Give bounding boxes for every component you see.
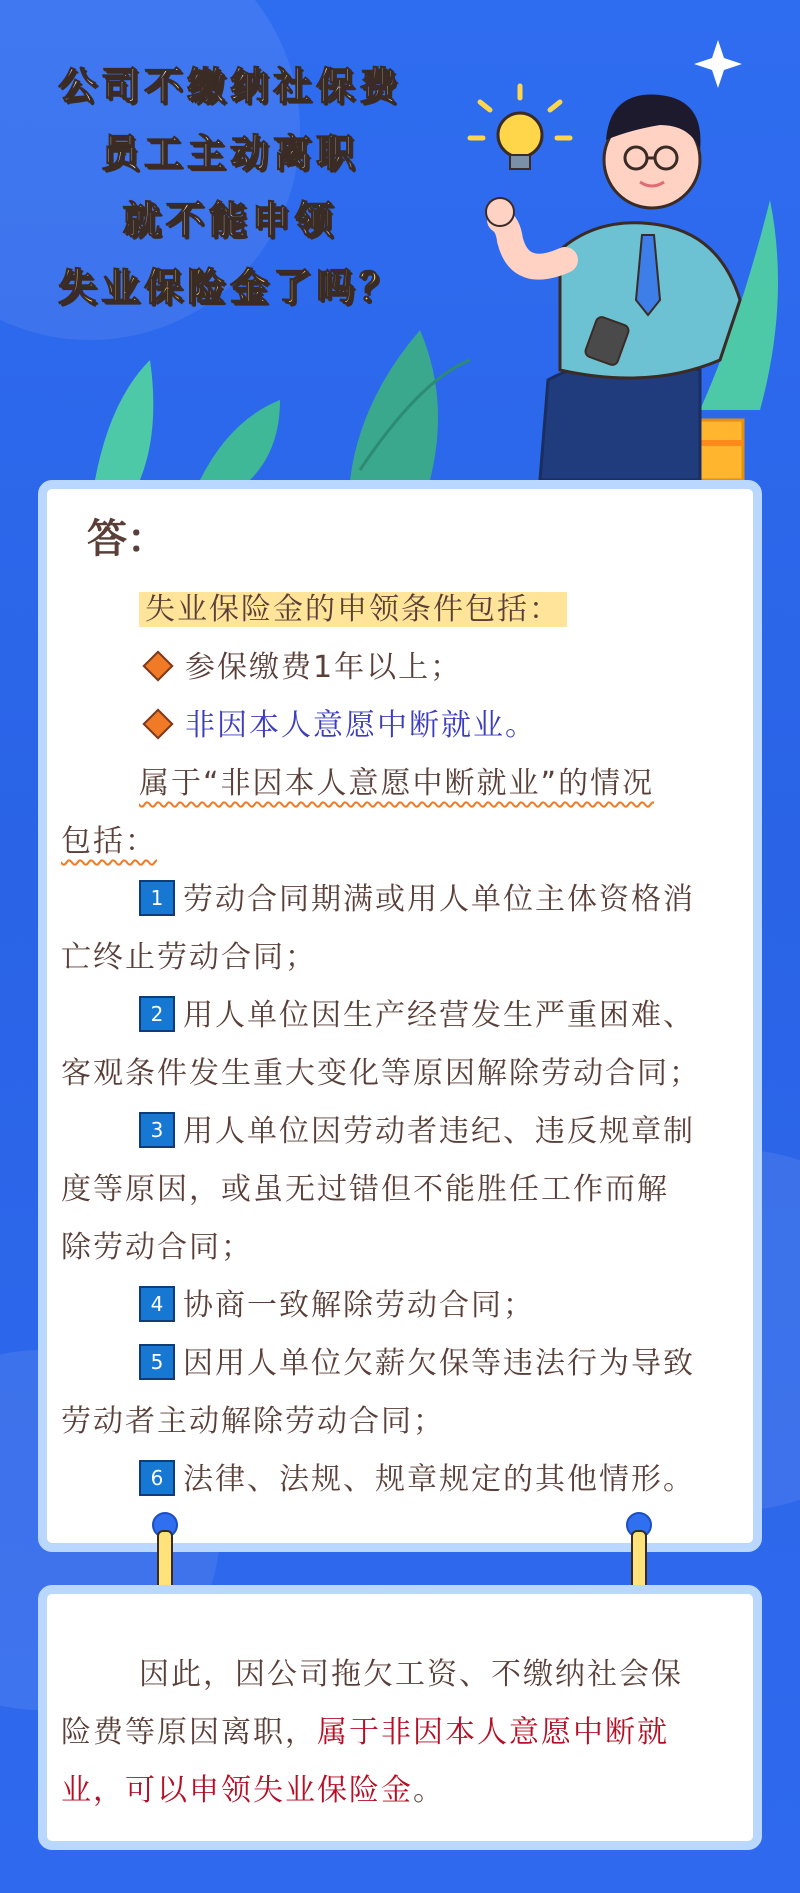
list-item: 1 劳动合同期满或用人单位主体资格消 <box>139 871 695 929</box>
condition-item: 参保缴费1年以上； <box>139 639 462 697</box>
lightbulb-icon <box>470 86 570 169</box>
number-badge-icon: 6 <box>139 1460 175 1496</box>
list-item: 3 用人单位因劳动者违纪、违反规章制 <box>139 1103 695 1161</box>
conclusion-card <box>38 1585 762 1850</box>
list-item-cont: 客观条件发生重大变化等原因解除劳动合同； <box>61 1056 701 1091</box>
number-badge-icon: 4 <box>139 1286 175 1322</box>
title-line-1: 公司不缴纳社保费 <box>57 64 402 108</box>
list-item-cont: 劳动者主动解除劳动合同； <box>61 1404 445 1439</box>
diamond-bullet-icon <box>142 708 173 739</box>
number-badge-icon: 3 <box>139 1112 175 1148</box>
answer-card <box>38 480 762 1552</box>
conditions-header-text: 失业保险金的申领条件包括： <box>139 592 567 627</box>
conclusion-line-1: 因此，因公司拖欠工资、不缴纳社会保 <box>139 1657 683 1692</box>
list-item: 5 因用人单位欠薪欠保等违法行为导致 <box>139 1335 695 1393</box>
cartoon-man-illustration <box>0 0 800 490</box>
title-line-3: 就不能申领 <box>122 198 338 242</box>
answer-label: 答： <box>87 516 167 562</box>
list-item: 4 协商一致解除劳动合同； <box>139 1277 535 1335</box>
condition-item: 非因本人意愿中断就业。 <box>139 697 537 755</box>
list-item-cont: 度等原因，或虽无过错但不能胜任工作而解 <box>61 1172 669 1207</box>
diamond-bullet-icon <box>142 650 173 681</box>
list-item-cont: 亡终止劳动合同； <box>61 940 317 975</box>
situations-intro-cont: 包括： <box>61 824 157 859</box>
list-item: 6 法律、法规、规章规定的其他情形。 <box>139 1451 695 1509</box>
sparkle-icon <box>694 40 742 88</box>
number-badge-icon: 5 <box>139 1344 175 1380</box>
number-badge-icon: 1 <box>139 880 175 916</box>
number-badge-icon: 2 <box>139 996 175 1032</box>
list-item: 2 用人单位因生产经营发生严重困难、 <box>139 987 695 1045</box>
title-line-2: 员工主动离职 <box>100 131 359 175</box>
conclusion-line-2: 险费等原因离职，属于非因本人意愿中断就 <box>61 1715 669 1750</box>
list-item-cont: 除劳动合同； <box>61 1230 253 1265</box>
hero-banner <box>0 0 800 490</box>
title-line-4: 失业保险金了吗？ <box>57 265 402 309</box>
conditions-header <box>139 581 567 639</box>
situations-intro: 属于“非因本人意愿中断就业”的情况 <box>139 766 655 801</box>
conclusion-line-3: 业，可以申领失业保险金。 <box>61 1773 445 1808</box>
